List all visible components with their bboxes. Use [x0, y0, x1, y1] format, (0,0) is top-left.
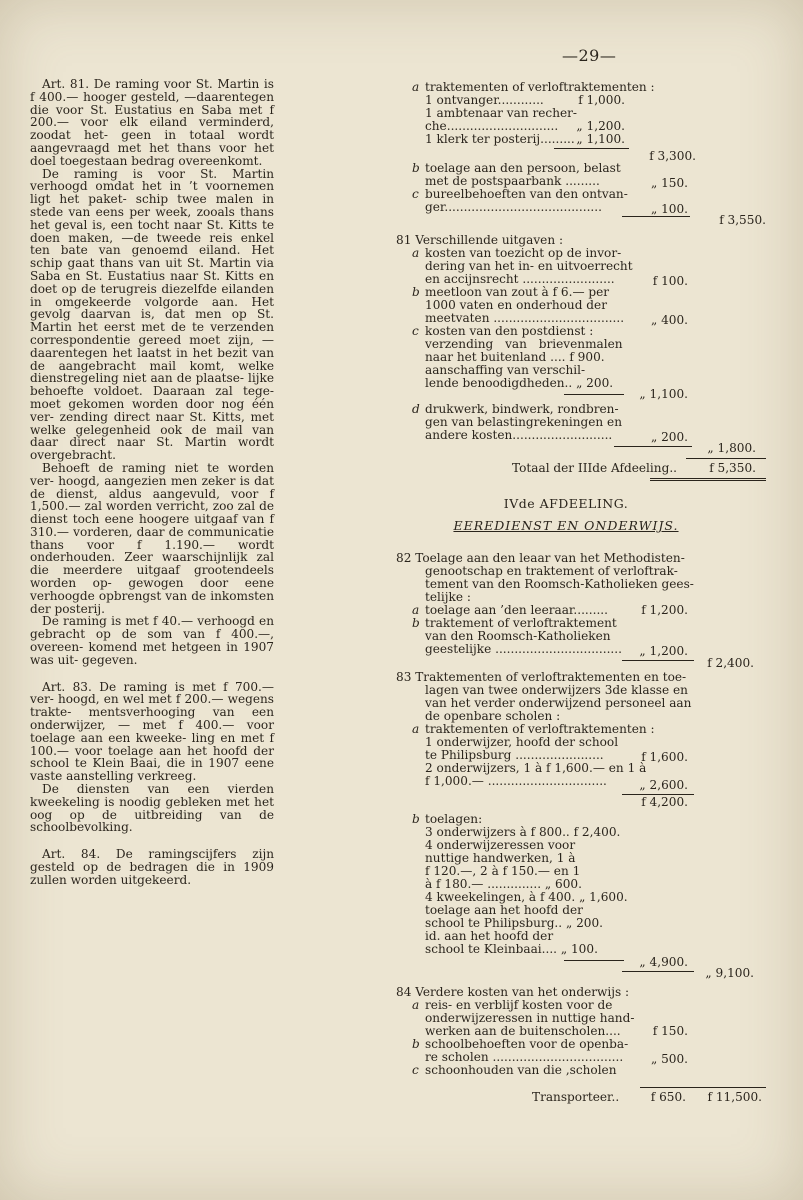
- line-text: 1 onderwijzer, hoofd der school: [425, 735, 619, 749]
- paragraph-art-83: Art. 83. De raming is met f 700.— ver- hoogd, en wel met f 200.— wegens trakte- mentsverhooging van een onderwijzer, — met f 400.— voor toelage aan een kweeke- ling en met f 100.— voor toelage aan het hoofd der school te Klein Baai, die in 1907 eene vaste aanstelling verkreeg.: [30, 679, 274, 784]
- amount: f 100.: [652, 274, 688, 288]
- line-text: reis- en verblijf kosten voor de: [425, 998, 613, 1012]
- line-text: van het verder onderwijzend personeel aan: [425, 696, 692, 710]
- left-column: [30, 78, 274, 887]
- section-total: „ 1,800.: [707, 441, 756, 455]
- subtotal-amount: f 4,200.: [641, 795, 688, 809]
- amount: „ 200.: [650, 430, 688, 444]
- line-text: f 1,000.— ...............................: [425, 774, 607, 788]
- line-text: id. aan het hoofd der: [425, 929, 554, 943]
- line-text: 83 Traktementen of verloftraktementen en toe-: [396, 670, 687, 684]
- line-text: de openbare scholen :: [425, 709, 561, 723]
- line-text: 84 Verdere kosten van het onderwijs :: [396, 985, 630, 999]
- line-text: met de postspaarbank .........: [425, 174, 600, 188]
- line-text: toelage aan het hoofd der: [425, 903, 583, 917]
- amount: f 1,600.: [641, 750, 688, 764]
- amount: „ 150.: [650, 176, 688, 190]
- amount: „ 1,100.: [639, 387, 688, 401]
- paragraph-art-81: Art. 81. De raming voor St. Martin is f 400.— hooger gesteld, —daarentegen die voor St. Eustatius en Saba met f 200.— voor elk eiland verminderd, zoodat het- geen in totaal wordt aangevraagd met het thans voor het doel toegestaan bedrag overeenkomt.: [30, 77, 274, 168]
- item-letter: a: [412, 722, 420, 736]
- line-text: 1000 vaten en onderhoud der: [425, 298, 607, 312]
- line-text: aanschaffing van verschil-: [425, 363, 586, 377]
- item-letter: b: [412, 812, 420, 826]
- totaal-label: Totaal der IIIde Afdeeling..: [512, 461, 678, 475]
- amount: f 1,000.: [578, 93, 625, 107]
- line-text: genootschap en traktement of verloftrak-: [425, 564, 678, 578]
- amount: „ 1,200.: [639, 644, 688, 658]
- afdeeling-subheading: EEREDIENST EN ONDERWIJS.: [453, 518, 679, 533]
- line-text: werken aan de buitenscholen....: [425, 1024, 621, 1038]
- sum-rule: [614, 446, 692, 447]
- subtotal-amount: „ 4,900.: [639, 955, 688, 969]
- line-text: ger.........................................: [425, 200, 602, 214]
- paragraph-art-81-reason: De raming is voor St. Martin verhoogd omdat het in ’t voornemen ligt het paket- schip twee malen in stede van eens per week, zooals thans het geval is, een tocht naar St. Kitts te doen maken, —de tweede reis enkel ten bate van genoemd eiland. Het schip gaat thans van uit St. Martin via Saba en St. Eustatius naar St. Kitts en doet op de terugreis diezelfde eilanden in omgekeerde volgorde aan. Het gevolg daarvan is, dat men op St. Martin het eerst met de te verzenden correspondentie gereed moet zijn, — daarentegen het laatst in het bezit van de aangebracht mail komt, welke dienstregeling niet aan de plaatse- lijke behoefte voldoet. Daaraan zal tege- moet gekomen worden door nog één ver- zending direct naar St. Kitts, met welke gelegenheid ook de mail van daar direct naar St. Martin wordt overgebracht.: [30, 166, 274, 463]
- sum-rule: [622, 971, 694, 972]
- item-letter: b: [412, 1037, 420, 1051]
- line-text: geestelijke .................................: [425, 642, 622, 656]
- sum-rule: [640, 1087, 766, 1088]
- line-text: tement van den Roomsch-Katholieken gees-: [425, 577, 694, 591]
- line-text: 1 ambtenaar van recher-: [425, 106, 578, 120]
- sum-rule: [622, 660, 694, 661]
- transport-label: Transporteer..: [532, 1090, 620, 1104]
- line-text: lagen van twee onderwijzers 3de klasse en: [425, 683, 688, 697]
- line-text: 1 ontvanger............: [425, 93, 544, 107]
- line-text: toelage aan den persoon, belast: [425, 161, 621, 175]
- line-text: 82 Toelage aan den leaar van het Methodisten-: [396, 551, 685, 565]
- item-letter: c: [412, 324, 419, 338]
- line-text: nuttige handwerken, 1 à: [425, 851, 576, 865]
- amount: f 150.: [652, 1024, 688, 1038]
- article-heading: 81 Verschillende uitgaven :: [396, 233, 564, 247]
- sum-rule: [564, 960, 624, 961]
- line-text: naar het buitenland .... f 900.: [425, 350, 605, 364]
- item-letter: b: [412, 161, 420, 175]
- line-text: te Philipsburg .......................: [425, 748, 604, 762]
- item-letter: a: [412, 80, 420, 94]
- right-column: [396, 80, 771, 1104]
- line-text: kosten van toezicht op de invor-: [425, 246, 622, 260]
- line-text: toelage aan ’den leeraar.........: [425, 603, 608, 617]
- line-text: 2 onderwijzers, 1 à f 1,600.— en 1 à: [425, 761, 647, 775]
- sum-rule: [564, 394, 624, 395]
- line-text: kosten van den postdienst :: [425, 324, 594, 338]
- line-text: meetloon van zout à f 6.— per: [425, 285, 610, 299]
- transport-total: f 11,500.: [707, 1090, 762, 1104]
- line-text: en accijnsrecht ........................: [425, 272, 615, 286]
- line-text: 3 onderwijzers à f 800.. f 2,400.: [425, 825, 621, 839]
- paragraph-art-81-cost: Behoeft de raming niet te worden ver- hoogd, aangezien men zeker is dat de dienst, aldus aangevuld, voor f 1,500.— zal worden verricht, zoo zal de dienst toch eene hoogere uitgaaf van f 310.— vorderen, daar de communicatie thans voor f 1.190.— wordt onderhouden. Zeer waarschijnlijk zal die meerdere uitgaaf grootendeels worden op- gewogen door eene verhoogde opbrengst van de inkomsten der posterij.: [30, 460, 274, 616]
- sum-rule: [686, 458, 766, 459]
- paragraph-art-81-raming: De raming is met f 40.— verhoogd en gebracht op de som van f 400.—, overeen- komend met hetgeen in 1907 was uit- gegeven.: [30, 614, 274, 667]
- line-text: che.............................: [425, 119, 559, 133]
- item-letter: b: [412, 285, 420, 299]
- line-text: onderwijzeressen in nuttige hand-: [425, 1011, 635, 1025]
- line-text: van den Roomsch-Katholieken: [425, 629, 611, 643]
- line-text: f 120.—, 2 à f 150.— en 1: [425, 864, 581, 878]
- line-text: andere kosten..........................: [425, 428, 613, 442]
- section-total: f 2,400.: [707, 656, 754, 670]
- line-text: 1 klerk ter posterij.........: [425, 132, 575, 146]
- line-text: lende benoodigdheden.. „ 200.: [425, 376, 614, 390]
- section-total: f 3,550.: [719, 213, 766, 227]
- line-text: re scholen ..................................: [425, 1050, 624, 1064]
- section-total: „ 9,100.: [705, 966, 754, 980]
- line-text: schoonhouden van die ‚scholen: [425, 1063, 617, 1077]
- line-text: à f 180.— .............. „ 600.: [425, 877, 582, 891]
- subtotal-amount: f 3,300.: [649, 149, 696, 163]
- line-text: verzending van brievenmalen: [425, 337, 623, 351]
- amount: „ 2,600.: [639, 778, 688, 792]
- line-text: traktementen of verloftraktementen :: [425, 80, 655, 94]
- amount: „ 100.: [650, 202, 688, 216]
- item-letter: a: [412, 246, 420, 260]
- amount: „ 1,100.: [576, 132, 625, 146]
- line-text: drukwerk, bindwerk, rondbren-: [425, 402, 619, 416]
- item-letter: d: [412, 402, 420, 416]
- amount: „ 400.: [650, 313, 688, 327]
- line-text: telijke :: [425, 590, 471, 604]
- line-text: bureelbehoeften van den ontvan-: [425, 187, 628, 201]
- amount: f 1,200.: [641, 603, 688, 617]
- item-letter: c: [412, 187, 419, 201]
- afdeeling-heading: IVde AFDEELING.: [503, 496, 629, 511]
- line-text: traktement of verloftraktement: [425, 616, 617, 630]
- line-text: meetvaten ..................................: [425, 311, 625, 325]
- line-text: 4 kweekelingen, à f 400. „ 1,600.: [425, 890, 628, 904]
- sum-rule: [554, 148, 629, 149]
- line-text: gen van belastingrekeningen en: [425, 415, 622, 429]
- item-letter: a: [412, 998, 420, 1012]
- line-text: 4 onderwijzeressen voor: [425, 838, 576, 852]
- item-letter: b: [412, 616, 420, 630]
- paragraph-art-83-kweekeling: De diensten van een vierden kweekeling is noodig gebleken met het oog op de uitbreiding van de schoolbevolking.: [30, 782, 274, 835]
- item-letter: c: [412, 1063, 419, 1077]
- item-letter: a: [412, 603, 420, 617]
- line-text: school te Philipsburg.. „ 200.: [425, 916, 604, 930]
- page-number: —29—: [562, 46, 617, 65]
- line-text: schoolbehoeften voor de openba-: [425, 1037, 629, 1051]
- totaal-amount: f 5,350.: [709, 461, 756, 475]
- paragraph-art-84: Art. 84. De ramingscijfers zijn gesteld op de bedragen die in 1909 zullen worden uitgekeerd.: [30, 847, 274, 887]
- double-rule: [650, 478, 766, 481]
- sum-rule: [622, 216, 690, 217]
- line-text: toelagen:: [425, 812, 483, 826]
- amount: „ 1,200.: [576, 119, 625, 133]
- line-text: dering van het in- en uitvoerrecht: [425, 259, 633, 273]
- line-text: traktementen of verloftraktementen :: [425, 722, 655, 736]
- line-text: school te Kleinbaai.... „ 100.: [425, 942, 598, 956]
- transport-amount: f 650.: [650, 1090, 686, 1104]
- amount: „ 500.: [650, 1052, 688, 1066]
